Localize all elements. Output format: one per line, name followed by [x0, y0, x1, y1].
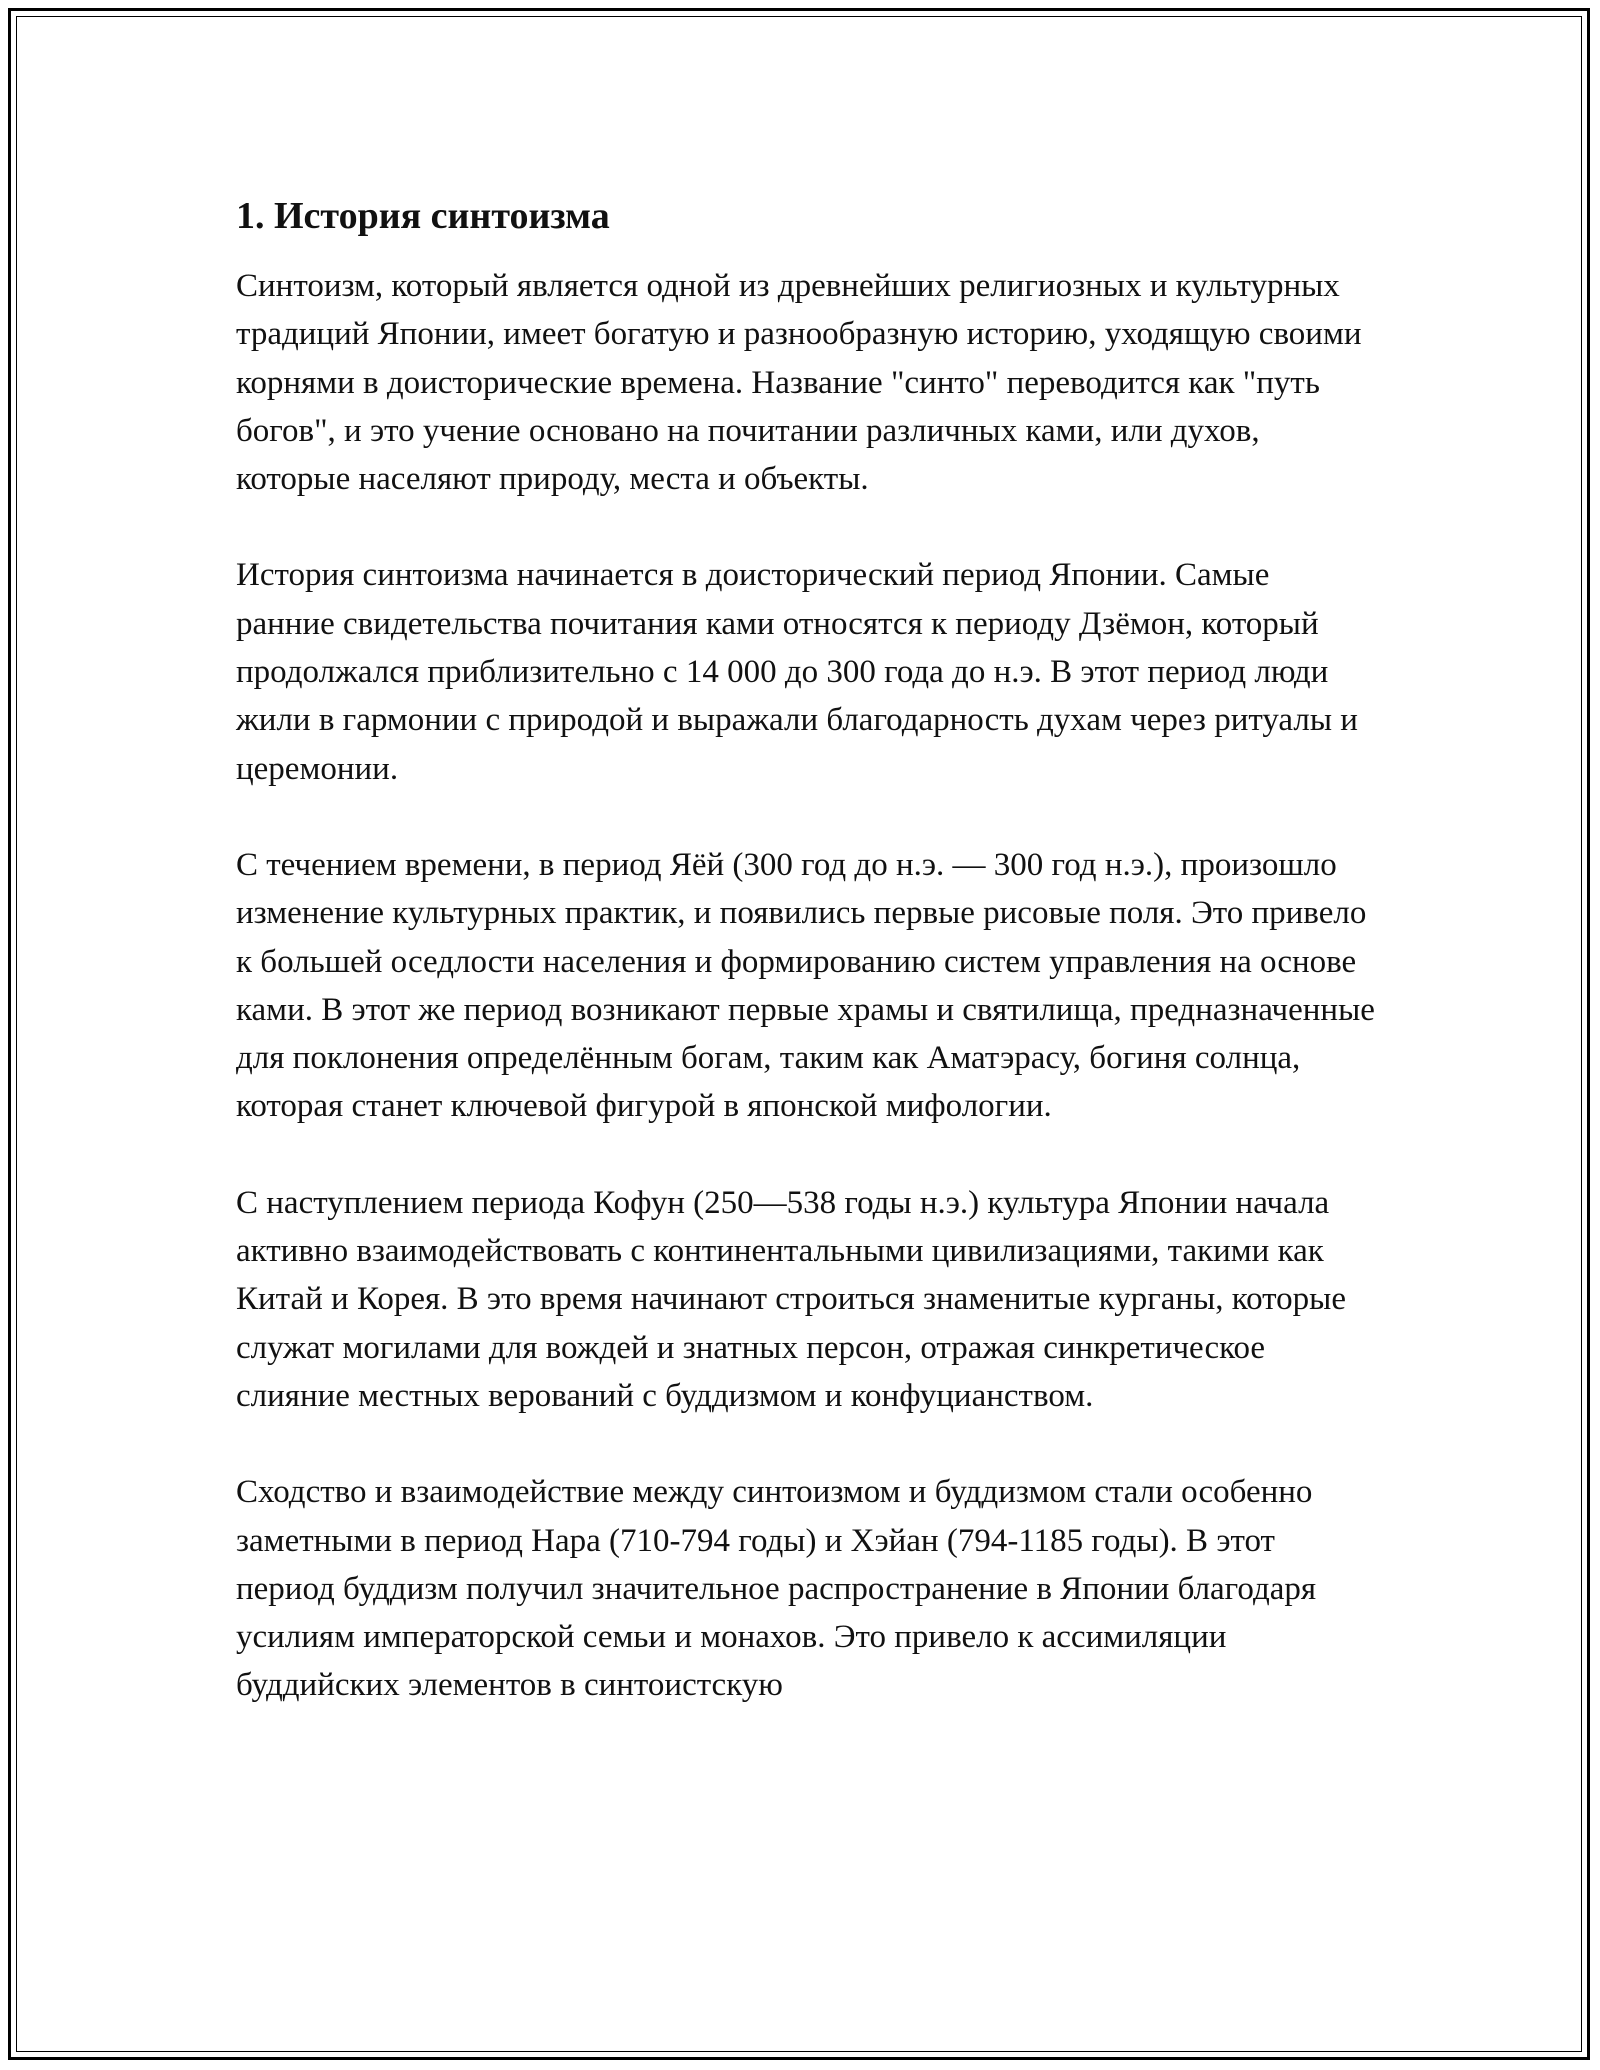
paragraph-1: Синтоизм, который является одной из древнейших религиозных и культурных традиций Японии, имеет богатую и разнообразную историю, уходящую своими корнями в доисторические времена. Название "синто" переводится как "путь богов", и это учение основано на почитании различных ками, или духов, которые населяют природу, места и объекты. — [236, 268, 1362, 498]
document-body — [236, 188, 1376, 1710]
paragraph-3: С течением времени, в период Яёй (300 год до н.э. — 300 год н.э.), произошло изменение культурных практик, и появились первые рисовые поля. Это привело к большей оседлости населения и формированию систем управления на основе ками. В этот же период возникают первые храмы и святилища, предназначенные для поклонения определённым богам, таким как Аматэрасу, богиня солнца, которая станет ключевой фигурой в японской мифологии. — [236, 846, 1375, 1125]
section-heading: 1. История синтоизма — [236, 195, 610, 237]
paragraph-5: Сходство и взаимодействие между синтоизмом и буддизмом стали особенно заметными в период Нара (710-794 годы) и Хэйан (794-1185 годы). В этот период буддизм получил значительное распространение в Японии благодаря усилиям императорской семьи и монахов. Это привело к ассимиляции буддийских элементов в синтоистскую — [236, 1474, 1317, 1704]
paragraph-2: История синтоизма начинается в доисторический период Японии. Самые ранние свидетельства почитания ками относятся к периоду Дзёмон, который продолжался приблизительно с 14 000 до 300 года до н.э. В этот период люди жили в гармонии с природой и выражали благодарность духам через ритуалы и церемонии. — [236, 557, 1358, 787]
paragraph-4: С наступлением периода Кофун (250—538 годы н.э.) культура Японии начала активно взаимодействовать с континентальными цивилизациями, такими как Китай и Корея. В это время начинают строиться знаменитые курганы, которые служат могилами для вождей и знатных персон, отражая синкретическое слияние местных верований с буддизмом и конфуцианством. — [236, 1184, 1346, 1414]
